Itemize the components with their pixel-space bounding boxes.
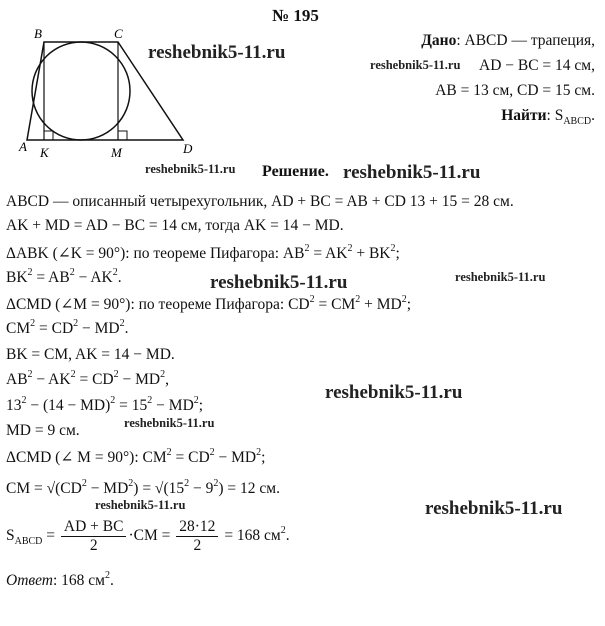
answer-line: Ответ: 168 $см^2$. <box>6 570 114 589</box>
fraction-sum: $\frac{AD + BC}{2}$ <box>61 518 127 555</box>
watermark: reshebnik5-11.ru <box>370 58 461 72</box>
label-m: M <box>111 145 122 160</box>
solution-line-2: AK + MD = AD − BC = 14 см, тогда AK = 14 − MD. <box>6 217 344 234</box>
label-d: D <box>183 141 193 156</box>
watermark: reshebnik5-11.ru <box>95 498 186 512</box>
label-k: K <box>40 145 49 160</box>
solution-line-9: $13^2 - (14 - MD)^2 = 15^2 - MD^2$; <box>6 395 204 414</box>
solution-line-6: $CM^2 = CD^2 - MD^2$. <box>6 318 129 337</box>
given-line-4: Найти: $S_{ABCD}$. <box>501 107 595 128</box>
problem-number: № 195 <box>272 6 319 25</box>
solution-line-4: $BK^2 = AB^2 - AK^2$. <box>6 267 122 286</box>
watermark: reshebnik5-11.ru <box>145 162 236 176</box>
solution-line-3: ΔABK (∠K = 90°): по теореме Пифагора: $AB^2 = AK^2 + BK^2$; <box>6 243 400 262</box>
watermark: reshebnik5-11.ru <box>325 382 463 403</box>
right-angle-k <box>44 131 53 140</box>
label-a: A <box>19 139 27 154</box>
watermark: reshebnik5-11.ru <box>455 270 546 284</box>
solution-title: Решение. <box>262 163 329 180</box>
label-c: C <box>114 26 123 41</box>
solution-line-5: ΔCMD (∠M = 90°): по теореме Пифагора: $CD^2 = CM^2 + MD^2$; <box>6 294 412 313</box>
solution-line-11: ΔCMD (∠ M = 90°): $CM^2 = CD^2 - MD^2$; <box>6 447 266 466</box>
area-formula: $S_{ABCD}$ = $\frac{AD + BC}{2}$ ·CM = $\frac{28\cdot 12}{2}$ = 168 $см^2$. <box>6 518 290 554</box>
given-line-1: Дано: ABCD — трапеция, <box>421 32 595 49</box>
watermark: reshebnik5-11.ru <box>148 42 286 63</box>
solution-line-8: $AB^2 - AK^2 = CD^2 - MD^2$, <box>6 369 169 388</box>
watermark: reshebnik5-11.ru <box>124 416 215 430</box>
given-line-2: AD − BC = 14 см, <box>479 57 595 74</box>
right-angle-m <box>118 131 127 140</box>
solution-line-10: MD = 9 см. <box>6 422 80 439</box>
solution-line-7: BK = CM, AK = 14 − MD. <box>6 346 175 363</box>
fraction-product: $\frac{28\cdot 12}{2}$ <box>176 518 218 555</box>
inscribed-circle <box>32 42 130 140</box>
watermark: reshebnik5-11.ru <box>343 162 481 183</box>
solution-line-12: CM = $√(CD^2 - MD^2) = √(15^2 - 9^2) = 12$ см. <box>6 478 280 497</box>
given-line-3: AB = 13 см, CD = 15 см. <box>435 82 595 99</box>
watermark: reshebnik5-11.ru <box>210 272 348 293</box>
solution-line-1: ABCD — описанный четырехугольник, AD + BC = AB + CD 13 + 15 = 28 см. <box>6 193 514 210</box>
label-b: B <box>34 26 42 41</box>
watermark: reshebnik5-11.ru <box>425 498 563 519</box>
